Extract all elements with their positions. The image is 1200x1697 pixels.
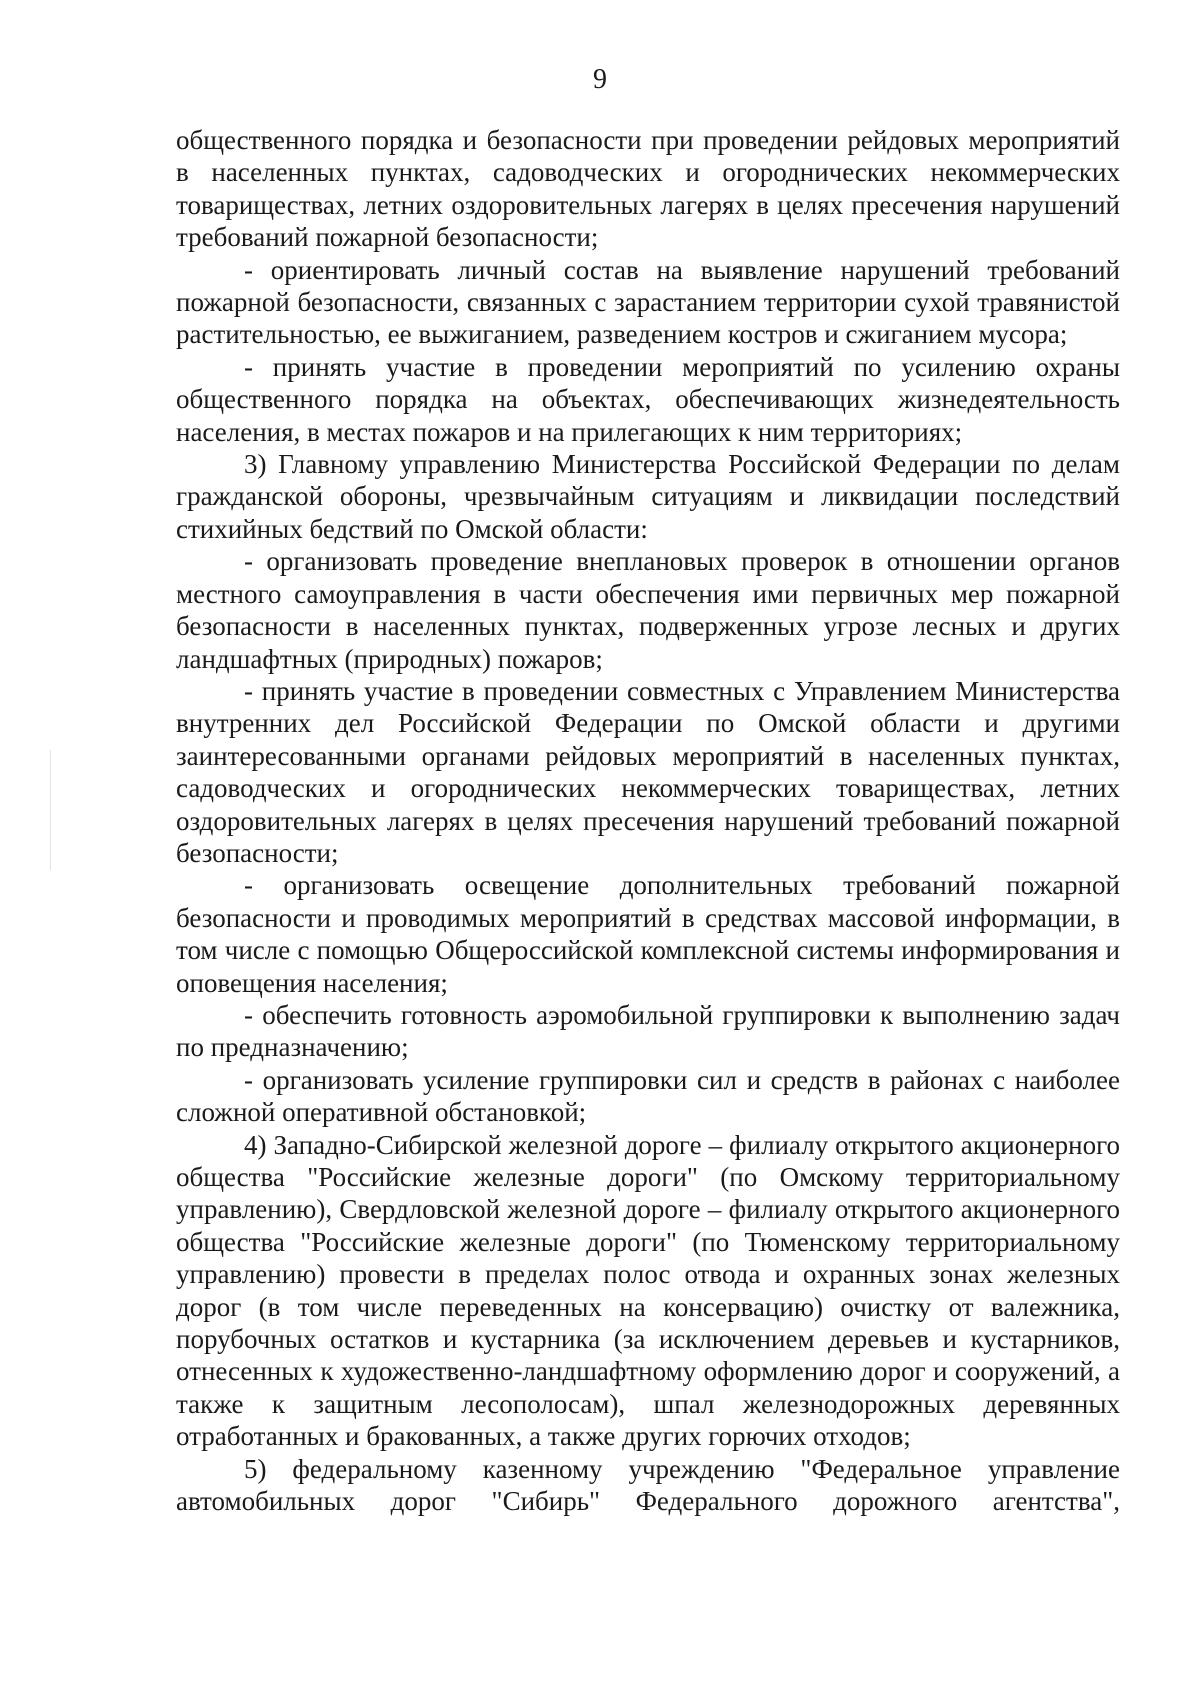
paragraph-continuation-public-order: общественного порядка и безопасности при проведении рейдовых мероприятий в населенных пунктах, садоводческих и огороднических некоммерческих товариществах, летних оздоровительных лагерях в целях пресечения нарушений требований пожарной безопасности; bbox=[176, 125, 1120, 253]
paragraph-airmobile-group: - обеспечить готовность аэромобильной группировки к выполнению задач по предназначению; bbox=[176, 999, 1120, 1063]
paragraph-unscheduled-inspections: - организовать проведение внеплановых проверок в отношении органов местного самоуправления в части обеспечения ими первичных мер пожарной безопасности в населенных пунктах, подверженных угрозе лесных и других ландшафтных (природных) пожаров; bbox=[176, 546, 1120, 674]
paragraph-public-order-protection: - принять участие в проведении мероприятий по усилению охраны общественного порядка на объектах, обеспечивающих жизнедеятельность населения, в местах пожаров и на прилегающих к ним территориях; bbox=[176, 351, 1120, 447]
scan-artifact bbox=[50, 750, 51, 870]
paragraph-item-3-emergencies-ministry: 3) Главному управлению Министерства Российской Федерации по делам гражданской обороны, чрезвычайным ситуациям и ликвидации последствий стихийных бедствий по Омской области: bbox=[176, 449, 1120, 544]
document-body bbox=[176, 124, 1120, 1517]
paragraph-item-4-railways: 4) Западно-Сибирской железной дороге – филиалу открытого акционерного общества "Российские железные дороги" (по Омскому территориальному управлению), Свердловской железной дороге – филиалу открытого акционерного общества "Российские железные дороги" (по Тюменскому территориальному управлению) провести в пределах полос отвода и охранных зонах железных дорог (в том числе переведенных на консервацию) очистку от валежника, порубочных остатков и кустарника (за исключением деревьев и кустарников, отнесенных к художественно-ландшафтному оформлению дорог и сооружений, а также к защитным лесополосам), шпал железнодорожных деревянных отработанных и бракованных, а также других горючих отходов; bbox=[176, 1129, 1120, 1452]
paragraph-forces-reinforcement: - организовать усиление группировки сил и средств в районах с наиболее сложной оперативной обстановкой; bbox=[176, 1064, 1120, 1128]
paragraph-joint-raids: - принять участие в проведении совместных с Управлением Министерства внутренних дел Российской Федерации по Омской области и другими заинтересованными органами рейдовых мероприятий в населенных пунктах, садоводческих и огороднических некоммерческих товариществах, летних оздоровительных лагерях в целях пресечения нарушений требований пожарной безопасности; bbox=[176, 675, 1120, 868]
paragraph-fire-violations-detection: - ориентировать личный состав на выявление нарушений требований пожарной безопасности, связанных с зарастанием территории сухой травянистой растительностью, ее выжиганием, разведением костров и сжиганием мусора; bbox=[176, 254, 1120, 350]
page-number: 9 bbox=[593, 64, 607, 95]
paragraph-media-coverage: - организовать освещение дополнительных требований пожарной безопасности и проводимых мероприятий в средствах массовой информации, в том числе с помощью Общероссийской комплексной системы информирования и оповещения населения; bbox=[176, 870, 1120, 998]
paragraph-item-5-federal-roads: 5) федеральному казенному учреждению "Федеральное управление автомобильных дорог "Сибирь" Федерального дорожного агентства", bbox=[176, 1453, 1120, 1517]
